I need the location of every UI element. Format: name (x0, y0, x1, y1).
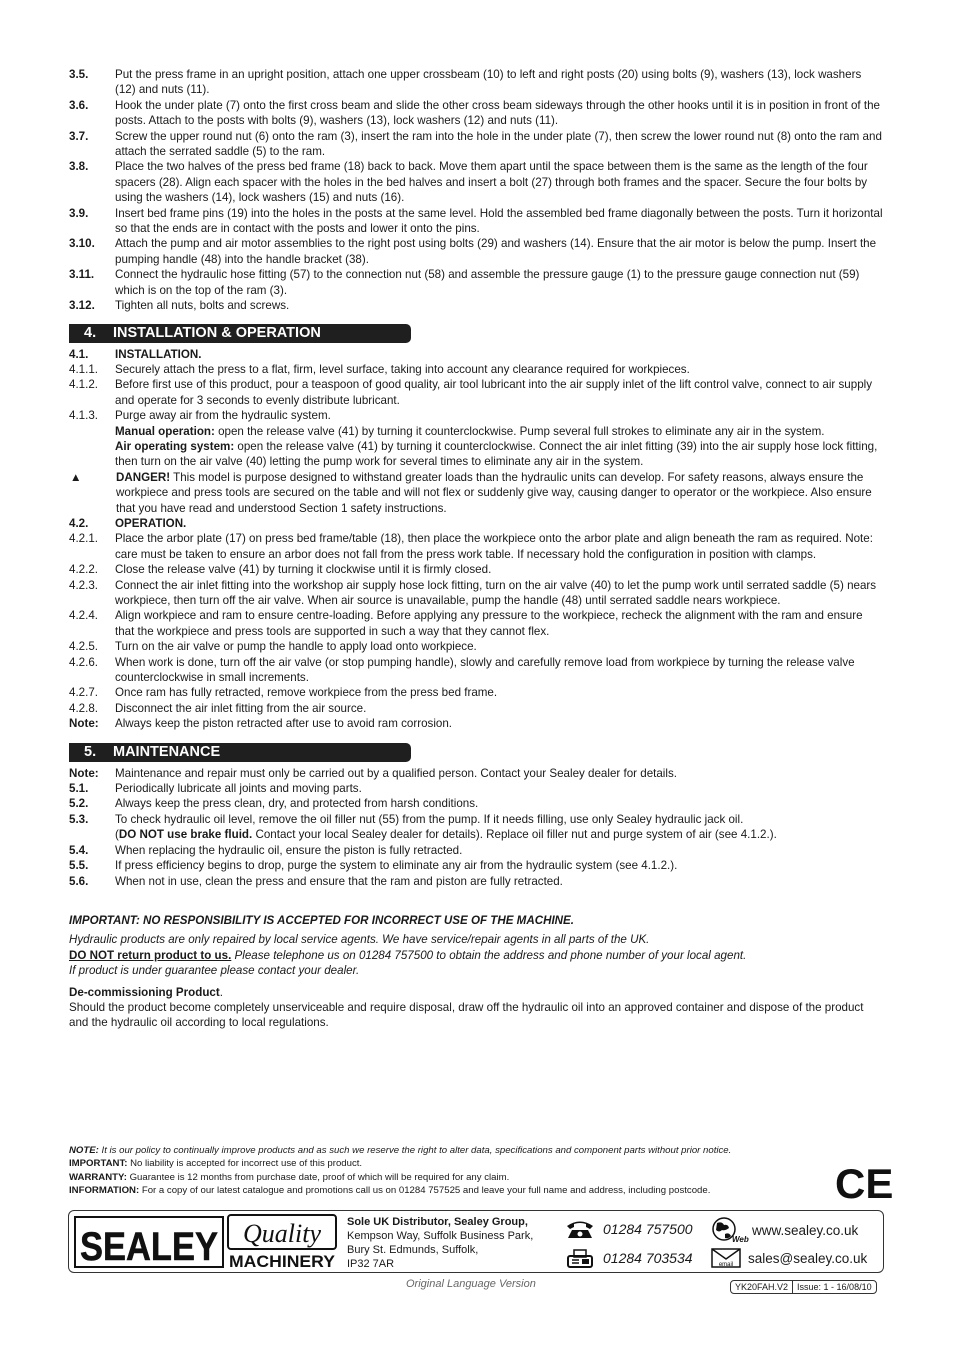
fax-number[interactable]: 01284 703534 (603, 1250, 693, 1266)
step-number: 4.2. (69, 516, 89, 530)
step-number: 5.2. (69, 797, 89, 811)
section-heading-installation (69, 324, 411, 343)
step-row (69, 206, 884, 237)
step-row (69, 298, 884, 313)
step-text: When not in use, clean the press and ensure that the ram and piston are fully retracted. (115, 874, 563, 888)
step-text: Connect the air inlet fitting into the workshop air supply hose lock fitting, turn on the air valve (40) to let the pump work until serrated saddle (5) nears workpiece, then turn off the air valve. When air source is unavailable, pump the handle (48) until serrated saddle nears workpiece. (115, 578, 877, 607)
footer-note (69, 1171, 859, 1184)
note-text: It is our policy to continually improve products and as such we reserve the right to alter data, specifications and component parts without prior notice. (98, 1145, 732, 1156)
step-row (69, 67, 884, 98)
note-label: NOTE: (69, 1145, 99, 1156)
step-row (69, 98, 884, 129)
air-operating-label: Air operating system: (115, 439, 235, 453)
distributor-address (347, 1215, 533, 1271)
step-text: Once ram has fully retracted, remove workpiece from the press bed frame. (115, 686, 498, 700)
step-row (69, 812, 884, 827)
step-row (69, 377, 884, 408)
step-text: To check hydraulic oil level, remove the oil filler nut (55) from the pump. If it needs filling, use only Sealey hydraulic jack oil. (115, 812, 744, 826)
globe-web-icon (710, 1217, 749, 1244)
step-row (69, 796, 884, 811)
sealey-wordmark: SEALEY (80, 1225, 219, 1269)
manual-operation-text: open the release valve (41) by turning it counterclockwise. Pump several full strokes to eliminate any air in the system. (214, 424, 825, 438)
step-text: Connect the hydraulic hose fitting (57) to the connection nut (58) and assemble the pressure gauge (1) to the pressure gauge connection nut (59) which is on the top of the ram (3). (115, 268, 860, 297)
step-number: 4.2.2. (69, 563, 99, 577)
section-heading-maintenance (69, 743, 411, 762)
fax-contact (565, 1248, 693, 1268)
section-number: 5. (84, 743, 97, 760)
step-text: Always keep the press clean, dry, and protected from harsh conditions. (115, 797, 479, 811)
important-statement: IMPORTANT: NO RESPONSIBILITY IS ACCEPTED FOR INCORRECT USE OF THE MACHINE. (69, 913, 574, 927)
footer-notes (69, 1144, 859, 1198)
address-line: Bury St. Edmunds, Suffolk, (347, 1244, 479, 1256)
step-number: 3.12. (69, 299, 95, 313)
step-row (69, 129, 884, 160)
telephone-icon (565, 1219, 595, 1239)
step-text: Tighten all nuts, bolts and screws. (115, 299, 290, 313)
step-text: Before first use of this product, pour a teaspoon of good quality, air tool lubricant into the air supply inlet of the lift control valve, connect to air supply and operate for 3 seconds to evenly distribute lubricant. (115, 378, 873, 407)
sealey-logo (75, 1217, 223, 1267)
step-text: When work is done, turn off the air valve (or stop pumping handle), slowly and carefully remove load from workpiece by turning the release valve counterclockwise in small increments. (115, 655, 855, 685)
section-number: 4. (84, 324, 97, 341)
step-row (69, 578, 884, 609)
step-row (69, 236, 884, 267)
step-row (69, 267, 884, 298)
step-number: 4.2.6. (69, 655, 99, 669)
phone-number[interactable]: 01284 757500 (603, 1221, 693, 1237)
step-number: 3.9. (69, 206, 89, 220)
step-number: 4.1.1. (69, 362, 99, 376)
danger-warning (69, 470, 884, 516)
step-row (69, 685, 884, 700)
subsection-heading (69, 347, 884, 362)
step-row (69, 159, 884, 205)
step-row (69, 362, 884, 377)
air-operating-system (69, 439, 884, 470)
step-text: Insert bed frame pins (19) into the holes in the posts at the same level. Hold the assembled bed frame diagonally between the posts. Turn it horizontal so that the ends are in contact with the posts and lower it onto the pins. (115, 206, 883, 236)
warranty-label: WARRANTY: (69, 1171, 127, 1183)
step-text: Align workpiece and ram to ensure centre-loading. Before applying any pressure to the workpiece, recheck the alignment with the ram and ensure that the workpiece and press tools are supported in such a way that they cannot flex. (115, 609, 863, 638)
step-number: 4.2.5. (69, 640, 99, 654)
address-line: Kempson Way, Suffolk Business Park, (347, 1230, 534, 1242)
step-number: 5.6. (69, 874, 89, 888)
step-text: Close the release valve (41) by turning it clockwise until it is firmly closed. (115, 563, 492, 577)
information-label: INFORMATION: (69, 1185, 140, 1197)
step-number: 5.4. (69, 843, 89, 857)
website-link[interactable]: www.sealey.co.uk (752, 1222, 859, 1238)
information-text: For a copy of our latest catalogue and promotions call us on 01284 757525 and leave your full name and address, including postcode. (139, 1185, 711, 1197)
step-row (69, 608, 884, 639)
ce-mark-icon (835, 1160, 894, 1207)
step-row (69, 843, 884, 858)
step-row (69, 639, 884, 654)
email-contact (710, 1248, 867, 1268)
step-text: Put the press frame in an upright position, attach one upper crossbeam (10) to left and right posts (20) using bolts (9), washers (13), lock washers (12) and nuts (11). (115, 68, 862, 97)
footer-note (69, 1144, 859, 1157)
address-line: IP32 7AR (347, 1258, 395, 1270)
ce-mark-text: CE (835, 1160, 894, 1207)
step-number: 5.5. (69, 859, 89, 873)
footer-note (69, 1184, 859, 1197)
step-text: Hook the under plate (7) onto the first cross beam and slide the other cross beam sideways through the other hooks until it is in position in front of the posts. Attach to the posts with bolts (9), washers (13), lock washers (12) and nuts (11). (115, 98, 880, 128)
step-text: Securely attach the press to a flat, firm, level surface, taking into account any clearance required for workpieces. (115, 362, 690, 376)
section-title: MAINTENANCE (113, 743, 221, 760)
step-number: 4.2.8. (69, 701, 99, 715)
step-row (69, 766, 884, 781)
step-text: When replacing the hydraulic oil, ensure the piston is fully retracted. (115, 843, 463, 857)
step-row (69, 655, 884, 686)
step-number: 4.1. (69, 347, 89, 361)
step-text: Periodically lubricate all joints and moving parts. (115, 782, 362, 796)
operation-steps (69, 531, 884, 731)
phone-contact (565, 1219, 693, 1239)
decommissioning-heading (69, 985, 884, 1000)
step-number: 3.5. (69, 68, 89, 81)
step-row (69, 701, 884, 716)
brake-fluid-warning: DO NOT use brake fluid. (118, 828, 253, 842)
fax-icon (565, 1248, 595, 1268)
important-text: No liability is accepted for incorrect use of this product. (127, 1158, 363, 1170)
step-text: Place the arbor plate (17) on press bed frame/table (18), then place the workpiece onto the arbor plate and align beneath the ram as required. Note: care must be taken to ensure an arbor does not fall from the press work table. If necessary hold the configuration in position with clamps. (115, 532, 873, 561)
step-text: Disconnect the air inlet fitting from the air source. (115, 701, 367, 715)
danger-text: This model is purpose designed to withstand greater loads than the hydraulic units can develop. For safety reasons, always ensure the workpiece and press tools are secured on the table and will not flex or suddenly give way, causing danger to operator or the workpiece. Also ensure that you have read and understood Section 1 safety instructions. (116, 470, 872, 515)
guarantee-note: If product is under guarantee please contact your dealer. (69, 964, 360, 978)
danger-label: DANGER! (116, 470, 171, 484)
document-code-box (730, 1280, 877, 1294)
subsection-title: INSTALLATION. (115, 347, 202, 361)
maintenance-steps (69, 766, 884, 889)
hydraulic-service-note: Hydraulic products are only repaired by local service agents. We have service/repair agents in all parts of the UK. (69, 933, 650, 947)
step-number: 3.10. (69, 237, 95, 251)
step-row (69, 781, 884, 796)
step-row (69, 562, 884, 577)
email-link[interactable]: sales@sealey.co.uk (748, 1250, 868, 1266)
web-contact (710, 1217, 858, 1243)
step-number: 3.8. (69, 160, 89, 174)
step-text: Attach the pump and air motor assemblies to the right post using bolts (29) and washers (14). Ensure that the air motor is below the pump. Insert the pumping handle (48) into the handle bracket (38). (115, 237, 877, 266)
return-note-text: Please telephone us on 01284 757500 to obtain the address and phone number of your local agent. (231, 948, 747, 962)
step-number: 4.1.2. (69, 378, 99, 392)
step-number: 4.2.7. (69, 686, 99, 700)
step-number: 3.6. (69, 98, 89, 112)
manual-page (69, 67, 884, 1031)
footer-note (69, 1157, 859, 1170)
web-icon-label: Web (732, 1235, 749, 1244)
step-row (69, 874, 884, 889)
distributor-title: Sole UK Distributor, Sealey Group, (347, 1216, 528, 1228)
document-code: YK20FAH.V2 (735, 1282, 789, 1292)
step-text: Purge away air from the hydraulic system. (115, 409, 331, 423)
step-row (69, 531, 884, 562)
step-number: 4.2.1. (69, 532, 99, 546)
step-number: 5.1. (69, 782, 89, 796)
decommissioning-title: De-commissioning Product (69, 985, 220, 999)
step-number: 3.11. (69, 268, 95, 282)
important-label: IMPORTANT: (69, 1158, 128, 1170)
section-title: INSTALLATION & OPERATION (113, 324, 321, 341)
original-language-label: Original Language Version (406, 1278, 536, 1290)
assembly-steps (69, 67, 884, 314)
warning-triangle-icon: ▲ (70, 470, 82, 484)
step-text: Contact your local Sealey dealer for details). Replace oil filler nut and purge system of air (see 4.1.2.). (252, 828, 777, 842)
step-number: Note: (69, 717, 99, 731)
step-text: Turn on the air valve or pump the handle to apply load onto workpiece. (115, 640, 477, 654)
email-icon-label: email (718, 1262, 734, 1268)
step-number: 3.7. (69, 129, 89, 143)
step-text: Always keep the piston retracted after use to avoid ram corrosion. (115, 717, 453, 731)
step-row (69, 858, 884, 873)
step-number: Note: (69, 766, 99, 780)
step-number: 5.3. (69, 812, 89, 826)
paren-open: ( (115, 828, 119, 842)
manual-operation (69, 424, 884, 439)
manual-operation-label: Manual operation: (115, 424, 215, 438)
step-text: If press efficiency begins to drop, purge the system to eliminate any air from the hydraulic system (see 4.1.2.). (115, 859, 678, 873)
step-text: Screw the upper round nut (6) onto the ram (3), insert the ram into the hole in the under plate (7), then screw the lower round nut (8) onto the ram and attach the serrated saddle (5) to the ram. (115, 129, 882, 159)
decommissioning-text: Should the product become completely unserviceable and require disposal, draw off the hydraulic oil into an approved container and dispose of the product and the hydraulic oil according to local regulations. (69, 1000, 864, 1030)
quality-wordmark: Quality (243, 1219, 321, 1248)
email-envelope-icon (710, 1248, 742, 1268)
step-row (69, 716, 884, 731)
subsection-title: OPERATION. (115, 516, 187, 530)
step-text: Place the two halves of the press bed frame (18) back to back. Move them apart until the space between them is the same as the length of the four spacers (28). Align each spacer with the holes in the bed halves and insert a bolt (27) through both frames and the spacer. Secure the four bolts by using the washers (14), lock washers (15) and nuts (16). (115, 160, 868, 205)
decommissioning-dot: . (219, 985, 223, 999)
air-operating-text: open the release valve (41) by turning it counterclockwise. Connect the air inlet fitting (39) into the air supply hose lock fitting, then turn on the air valve (40) letting the pump work for several times to eliminate any air in the system. (115, 439, 878, 469)
step-row (69, 408, 884, 423)
step-row-continued (69, 827, 884, 842)
warranty-text: Guarantee is 12 months from purchase date, proof of which will be required for any claim. (126, 1171, 510, 1183)
quality-machinery-logo (227, 1214, 337, 1270)
step-number: 4.2.3. (69, 578, 99, 592)
subsection-heading (69, 516, 884, 531)
return-note (69, 948, 884, 963)
issue-date: Issue: 1 - 16/08/10 (797, 1282, 872, 1292)
step-text: Maintenance and repair must only be carried out by a qualified person. Contact your Sealey dealer for details. (115, 766, 677, 780)
machinery-wordmark: MACHINERY (229, 1252, 336, 1271)
footer-contact-box (68, 1210, 884, 1273)
step-number: 4.1.3. (69, 409, 99, 423)
step-number: 4.2.4. (69, 609, 99, 623)
do-not-return: DO NOT return product to us. (69, 948, 232, 962)
